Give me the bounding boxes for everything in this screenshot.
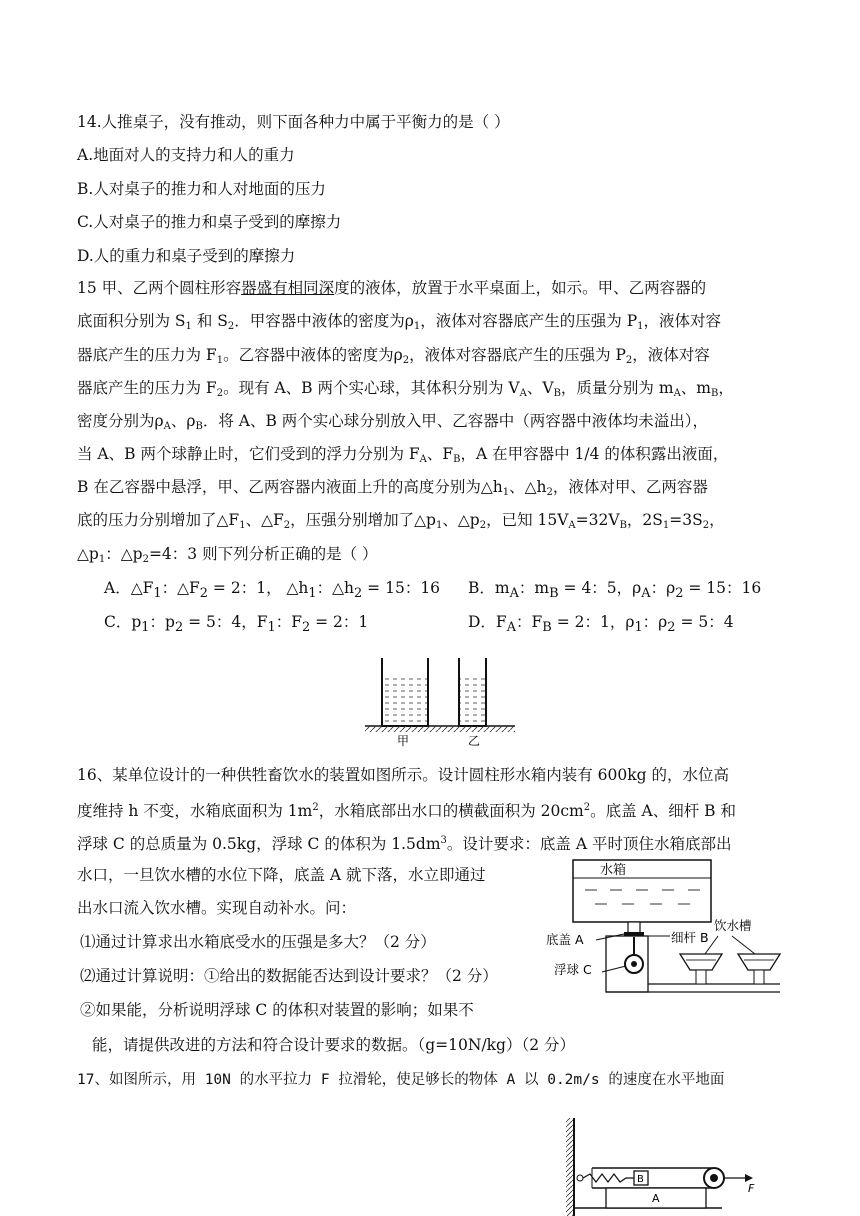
q15-line-6: 当 A、B 两个球静止时，它们受到的浮力分别为 $F_A$、$F_B$，A 在甲容器中 1/4 的体积露出液面， [77, 445, 729, 465]
label-jia: 甲 [397, 734, 410, 748]
q15-option-d: D．$F_A$：$F_B = 2$：1，$\rho_1$：$\rho_2 = 5$：4 [468, 613, 734, 636]
q16-line-1: 16、某单位设计的一种供牲畜饮水的装置如图所示。设计圆柱形水箱内装有 600kg 的，水位高 [77, 766, 729, 784]
q14-stem: 14.人推桌子，没有推动，则下面各种力中属于平衡力的是（ ） [77, 113, 510, 131]
q14-option-b: B.人对桌子的推力和人对地面的压力 [77, 180, 326, 198]
q16-line-2: 度维持 h 不变，水箱底面积为 $1m^2$，水箱底部出水口的横截面积为 $20cm^2$。底盖 A、细杆 B 和 [77, 802, 736, 820]
q15-line-9: $\triangle p_1$：$\triangle p_2=4$：3 则下列分析正确的是（ ） [77, 545, 378, 565]
q15-option-c: C．$p_1$：$p_2 = 5$：4，$F_1$：$F_2 = 2$：1 [104, 613, 369, 636]
water-tank-figure [540, 858, 785, 1000]
label-a: A [652, 1192, 660, 1205]
q16-line-4: 水口，一旦饮水槽的水位下降，底盖 A 就下落，水立即通过 [77, 866, 486, 884]
pulley-figure [562, 1116, 762, 1216]
q17-line-1: 17、如图所示，用 10N 的水平拉力 F 拉滑轮，使足够长的物体 A 以 0.2m/s 的速度在水平地面 [77, 1072, 725, 1088]
q14-option-d: D.人的重力和桌子受到的摩擦力 [77, 247, 296, 265]
q16-sub-2b: ②如果能，分析说明浮球 C 的体积对装置的影响；如果不 [80, 1001, 474, 1019]
label-f: F [748, 1182, 755, 1195]
trough-2 [738, 954, 780, 970]
q16-sub-1: ⑴通过计算求出水箱底受水的压强是多大？（2 分） [80, 933, 436, 951]
label-yi: 乙 [468, 734, 481, 748]
containers-figure [360, 652, 520, 752]
q16-line-3: 浮球 C 的总质量为 0.5kg，浮球 C 的体积为 $1.5dm^3$。设计要求：底盖 A 平时顶住水箱底部出 [77, 835, 732, 853]
label-b: B [637, 1174, 644, 1185]
q15-line-8: 底的压力分别增加了$\triangle F_1$、$\triangle F_2$，压强分别增加了$\triangle p_1$、$\triangle p_2$，已知 $15V_A=32V_B$，$2S_1=3S_2$， [77, 511, 725, 531]
q15-line-2: 底面积分别为 $S_1$ 和 $S_2$．甲容器中液体的密度为$\rho_1$，液体对容器底产生的压强为 $P_1$，液体对容 [77, 312, 722, 332]
q15-option-a: A．$\triangle F_1$：$\triangle F_2 = 2$：1， $\triangle h_1$：$\triangle h_2 = 15$：16 [104, 579, 441, 602]
q15-line-1: 15 甲、乙两个圆柱形容器盛有相同深度的液体，放置于水平桌面上，如示。甲、乙两容器的 [77, 279, 707, 297]
tank-label: 水箱 [600, 863, 627, 878]
q15-line-7: B 在乙容器中悬浮，甲、乙两容器内液面上升的高度分别为$\triangle h_1$、$\triangle h_2$，液体对甲、乙两容器 [77, 478, 708, 498]
q16-sub-2: ⑵通过计算说明：①给出的数据能否达到设计要求？（2 分） [80, 967, 498, 985]
rod-label: 细杆 B [671, 930, 709, 945]
cap-label: 底盖 A [546, 932, 584, 947]
q16-line-5: 出水口流入饮水槽。实现自动补水。问： [77, 899, 357, 917]
trough-label: 饮水槽 [714, 918, 752, 933]
water-tank [573, 860, 711, 922]
q16-sub-2c: 能，请提供改进的方法和符合设计要求的数据。（g=10N/kg）（2 分） [92, 1036, 576, 1054]
q15-line-3: 器底产生的压力为 $F_1$。乙容器中液体的密度为$\rho_2$，液体对容器底产生的压强为 $P_2$，液体对容 [77, 346, 710, 366]
trough-1 [680, 954, 722, 970]
q14-option-c: C.人对桌子的推力和桌子受到的摩擦力 [77, 213, 342, 231]
q15-line-5: 密度分别为$\rho_A$、$\rho_B$．将 A、B 两个实心球分别放入甲、乙容器中（两容器中液体均未溢出）， [77, 412, 709, 432]
float-label: 浮球 C [554, 962, 592, 977]
q15-line-4: 器底产生的压力为 $F_2$。现有 A、B 两个实心球，其体积分别为 $V_A$、$V_B$，质量分别为 $m_A$、$m_B$， [77, 379, 734, 399]
q14-option-a: A.地面对人的支持力和人的重力 [77, 146, 295, 164]
q15-option-b: B．$m_A$：$m_B = 4$：5，$\rho_A$：$\rho_2 = 15$：16 [468, 579, 762, 602]
